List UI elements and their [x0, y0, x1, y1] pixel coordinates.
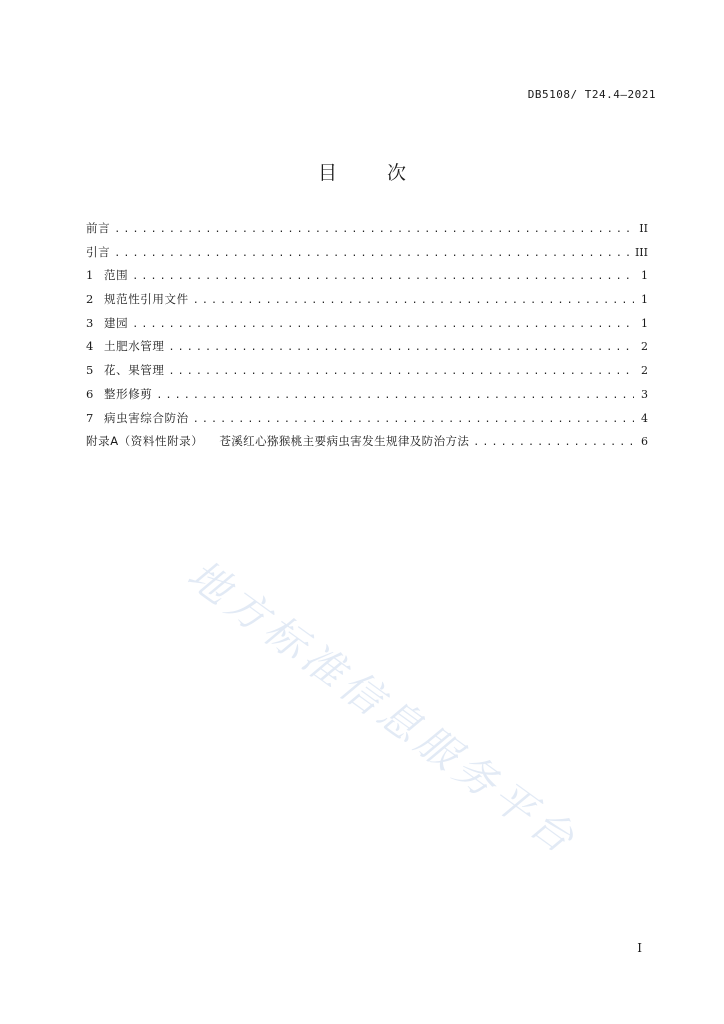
toc-section-number: 2 [86, 292, 94, 307]
dot-leader [156, 390, 634, 401]
toc-page-number: 4 [641, 411, 648, 425]
toc-label: 整形修剪 [104, 386, 153, 401]
toc-page-number: 2 [641, 364, 648, 378]
toc-section-number: 5 [86, 363, 94, 378]
toc-label: 引言 [86, 244, 111, 259]
dot-leader [169, 342, 635, 353]
dot-leader [132, 271, 634, 282]
toc-entry-soil-fertilizer-water[interactable] [86, 338, 648, 362]
toc-page-number: 1 [641, 316, 648, 330]
toc-entry-introduction[interactable] [86, 244, 648, 268]
toc-entry-scope[interactable] [86, 267, 648, 291]
toc-page-number: II [639, 222, 648, 235]
toc-label: 花、果管理 [104, 363, 165, 378]
toc-section-number: 1 [86, 268, 94, 283]
toc-appendix-title: 苍溪红心猕猴桃主要病虫害发生规律及防治方法 [219, 434, 470, 449]
dot-leader [193, 295, 634, 306]
toc-label: 前言 [86, 221, 111, 235]
toc-section-number: 7 [86, 410, 94, 425]
toc-label: 建园 [104, 315, 129, 330]
toc-section-number: 3 [86, 315, 94, 330]
toc-entry-pruning[interactable] [86, 386, 648, 410]
toc-label: 土肥水管理 [104, 339, 165, 354]
page-title: 目 次 [317, 162, 429, 184]
dot-leader [473, 437, 634, 448]
page-number: I [637, 941, 642, 955]
toc-section-number: 6 [86, 386, 94, 401]
toc-page-number: 1 [641, 293, 648, 307]
dot-leader [132, 319, 634, 330]
toc-label: 病虫害综合防治 [104, 410, 189, 425]
toc-entry-normative-references[interactable] [86, 291, 648, 315]
toc-page-number: 1 [641, 269, 648, 283]
toc-page-number: III [634, 245, 648, 259]
toc-entry-appendix-a[interactable] [86, 433, 648, 457]
dot-leader [114, 248, 629, 259]
toc-entry-orchard-establishment[interactable] [86, 315, 648, 339]
toc-entry-pest-control[interactable] [86, 410, 648, 434]
toc-page-number: 6 [641, 435, 648, 449]
table-of-contents [86, 220, 648, 457]
toc-page-number: 2 [641, 340, 648, 354]
standard-code: DB5108/ T24.4—2021 [527, 88, 656, 101]
dot-leader [169, 366, 635, 377]
toc-entry-flower-fruit[interactable] [86, 362, 648, 386]
watermark: 地方标准信息服务平台 [178, 550, 588, 866]
toc-section-number: 4 [86, 339, 94, 354]
dot-leader [193, 414, 634, 425]
toc-page-number: 3 [641, 387, 648, 401]
toc-label: 附录A（资料性附录） [86, 434, 204, 449]
toc-label: 规范性引用文件 [104, 292, 189, 307]
dot-leader [114, 224, 633, 235]
toc-entry-foreword[interactable] [86, 220, 648, 244]
toc-label: 范围 [104, 268, 129, 283]
